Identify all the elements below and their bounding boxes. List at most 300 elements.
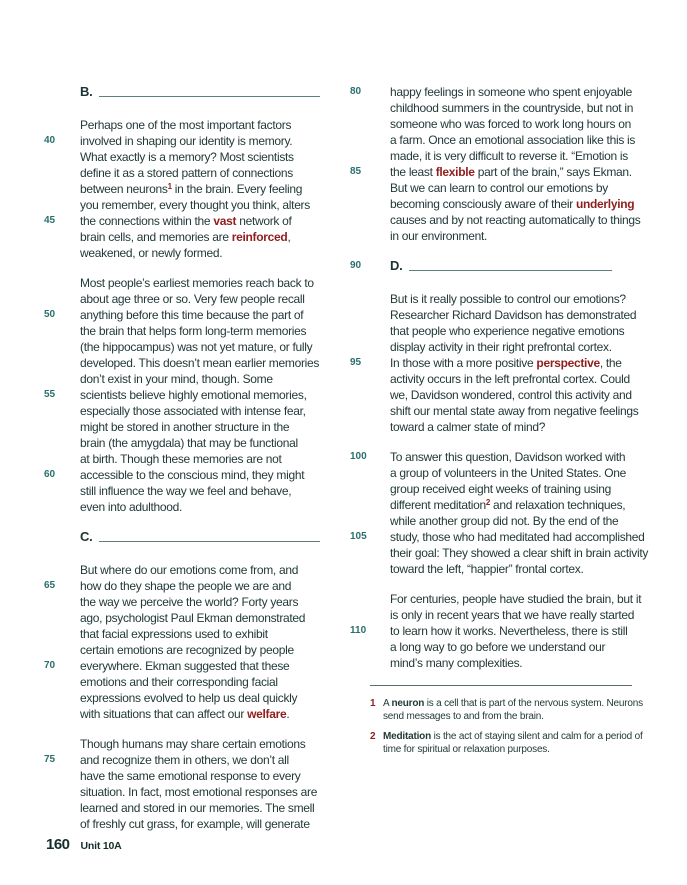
text-segment: accessible to the conscious mind, they might — [80, 468, 305, 482]
text-segment: study, those who had meditated had accomplished — [390, 530, 645, 544]
footnote-reference: 1 — [167, 182, 172, 191]
paragraph — [30, 117, 340, 261]
text-segment: expressions evolved to help us deal quickly — [80, 691, 298, 705]
text-line — [30, 133, 340, 149]
highlighted-vocab-word: vast — [213, 214, 237, 228]
line-number: 55 — [44, 389, 56, 400]
text-segment: and relaxation techniques, — [490, 498, 626, 512]
footnote-reference: 2 — [485, 498, 490, 507]
line-text — [80, 562, 298, 578]
text-segment: To answer this question, Davidson worked with — [390, 450, 626, 464]
line-text — [390, 403, 638, 419]
line-text — [80, 658, 289, 674]
text-line — [30, 674, 340, 690]
line-number: 110 — [350, 625, 367, 636]
line-number — [30, 291, 80, 307]
line-number — [30, 149, 80, 165]
text-segment: A — [383, 698, 392, 709]
line-text — [80, 752, 289, 768]
text-line — [340, 529, 657, 545]
text-line — [30, 483, 340, 499]
line-number — [340, 545, 390, 561]
line-number — [30, 229, 80, 245]
text-segment: we, Davidson wondered, control this activity and — [390, 388, 632, 402]
text-line — [340, 465, 657, 481]
text-line — [340, 639, 657, 655]
line-number — [30, 690, 80, 706]
text-line — [30, 229, 340, 245]
text-segment: toward the left, “happier” frontal cortex. — [390, 562, 584, 576]
line-number — [30, 419, 80, 435]
text-segment: everywhere. Ekman suggested that these — [80, 659, 290, 673]
text-segment: the connections within the — [80, 214, 214, 228]
text-line — [30, 594, 340, 610]
line-text — [390, 148, 628, 164]
line-number — [30, 800, 80, 816]
text-segment: ago, psychologist Paul Ekman demonstrated — [80, 611, 306, 625]
paragraph — [340, 291, 657, 435]
line-number — [30, 674, 80, 690]
text-line — [340, 307, 657, 323]
text-segment: Researcher Richard Davidson has demonstrated — [390, 308, 637, 322]
text-segment: emotions and their corresponding facial — [80, 675, 278, 689]
text-segment: toward a calmer state of mind? — [390, 420, 546, 434]
text-segment: is the act of staying silent and calm for a period of time for spiritual or relaxation purposes. — [383, 731, 643, 755]
text-line — [30, 149, 340, 165]
text-segment: childhood summers in the countryside, but not in — [390, 101, 634, 115]
text-line — [30, 690, 340, 706]
text-segment: brain cells, and memories are — [80, 230, 232, 244]
line-number: 65 — [44, 580, 56, 591]
text-segment: don’t exist in your mind, though. Some — [80, 372, 273, 386]
line-number — [30, 117, 80, 133]
line-number — [30, 181, 80, 197]
section-letter: D. — [390, 258, 403, 273]
text-line — [30, 499, 340, 515]
text-line — [340, 116, 657, 132]
section-heading — [30, 529, 340, 545]
line-number — [30, 451, 80, 467]
line-number — [340, 591, 390, 607]
paragraph — [340, 449, 657, 577]
line-number: 50 — [44, 309, 56, 320]
text-segment: What exactly is a memory? Most scientists — [80, 150, 294, 164]
highlighted-vocab-word: reinforced — [231, 230, 288, 244]
line-text — [390, 100, 633, 116]
line-number — [340, 180, 390, 196]
line-number: 95 — [350, 357, 362, 368]
footnote — [370, 730, 652, 756]
line-text — [390, 497, 625, 513]
line-text — [390, 180, 608, 196]
line-text — [390, 212, 641, 228]
text-segment: But where do our emotions come from, and — [80, 563, 299, 577]
line-number — [340, 561, 390, 577]
text-segment: in our environment. — [390, 229, 488, 243]
line-text — [80, 181, 302, 197]
text-line — [340, 84, 657, 100]
text-segment: in the brain. Every feeling — [171, 182, 303, 196]
text-segment: different meditation — [390, 498, 486, 512]
text-line — [340, 323, 657, 339]
text-segment: someone who was forced to work long hours on — [390, 117, 631, 131]
line-text — [80, 307, 303, 323]
line-number — [340, 116, 390, 132]
line-text — [390, 116, 631, 132]
text-line — [340, 561, 657, 577]
text-segment: , — [287, 230, 291, 244]
line-number: 85 — [350, 166, 362, 177]
text-segment: part of the brain,” says Ekman. — [474, 165, 632, 179]
line-number — [340, 419, 390, 435]
line-text — [390, 481, 611, 497]
text-line — [30, 307, 340, 323]
line-number — [30, 483, 80, 499]
text-segment: shift our mental state away from negative feelings — [390, 404, 639, 418]
text-segment: certain emotions are recognized by people — [80, 643, 294, 657]
line-text — [80, 371, 273, 387]
line-text — [80, 483, 291, 499]
text-line — [30, 165, 340, 181]
text-segment: In those with a more positive — [390, 356, 537, 370]
line-number — [340, 371, 390, 387]
text-segment: developed. This doesn’t mean earlier memories — [80, 356, 320, 370]
paragraph — [30, 562, 340, 722]
line-number — [340, 465, 390, 481]
line-number — [30, 736, 80, 752]
text-line — [340, 164, 657, 180]
footnote-text — [383, 730, 652, 756]
line-text — [390, 545, 648, 561]
line-number — [30, 816, 80, 832]
text-segment: For centuries, people have studied the brain, but it — [390, 592, 642, 606]
line-number: 70 — [44, 660, 56, 671]
text-segment: and recognize them in others, we don’t all — [80, 753, 289, 767]
text-line — [340, 403, 657, 419]
line-number: 45 — [44, 215, 56, 226]
text-line — [30, 816, 340, 832]
line-text — [80, 784, 317, 800]
highlighted-vocab-word: welfare — [247, 707, 287, 721]
line-number: 105 — [350, 531, 367, 542]
line-text — [80, 800, 314, 816]
page-number: 160 — [46, 836, 70, 853]
text-segment: network of — [236, 214, 292, 228]
line-number — [30, 626, 80, 642]
text-segment: (the hippocampus) was not yet mature, or fully — [80, 340, 313, 354]
line-number — [30, 275, 80, 291]
text-segment: the brain that helps form long-term memories — [80, 324, 307, 338]
line-number — [340, 513, 390, 529]
text-segment: situation. In fact, most emotional responses are — [80, 785, 318, 799]
line-text — [390, 655, 522, 671]
text-segment: , the — [599, 356, 622, 370]
line-number — [340, 323, 390, 339]
text-line — [30, 784, 340, 800]
text-segment: the way we perceive the world? Forty years — [80, 595, 299, 609]
line-number — [30, 610, 80, 626]
line-text — [80, 816, 310, 832]
text-segment: about age three or so. Very few people recall — [80, 292, 305, 306]
line-text — [390, 307, 636, 323]
footnotes-section — [340, 685, 657, 756]
text-line — [340, 339, 657, 355]
line-text — [80, 213, 292, 229]
text-segment: display activity in their right prefrontal cortex. — [390, 340, 612, 354]
line-number — [30, 706, 80, 722]
text-line — [340, 212, 657, 228]
right-column — [340, 84, 657, 846]
line-text — [80, 578, 291, 594]
line-text — [80, 690, 297, 706]
line-number — [30, 499, 80, 515]
text-line — [30, 355, 340, 371]
text-line — [30, 451, 340, 467]
unit-label: Unit 10A — [80, 840, 122, 852]
line-text — [80, 197, 310, 213]
text-segment: define it as a stored pattern of connections — [80, 166, 293, 180]
text-line — [340, 100, 657, 116]
line-text — [390, 371, 630, 387]
line-text — [80, 149, 294, 165]
line-text — [80, 229, 290, 245]
text-segment: have the same emotional response to every — [80, 769, 301, 783]
line-number — [340, 387, 390, 403]
line-text — [80, 275, 314, 291]
text-line — [340, 132, 657, 148]
text-line — [30, 435, 340, 451]
line-number — [30, 435, 80, 451]
line-text — [390, 465, 626, 481]
text-segment: group received eight weeks of training using — [390, 482, 611, 496]
text-segment: even into adulthood. — [80, 500, 183, 514]
line-number — [30, 784, 80, 800]
text-segment: anything before this time because the part of — [80, 308, 304, 322]
line-number: 75 — [44, 754, 56, 765]
line-text — [80, 117, 291, 133]
text-segment: their goal: They showed a clear shift in brain activity — [390, 546, 649, 560]
line-number — [30, 165, 80, 181]
text-line — [30, 213, 340, 229]
line-number — [30, 323, 80, 339]
line-number: 60 — [44, 469, 56, 480]
text-line — [30, 275, 340, 291]
line-text — [80, 419, 289, 435]
text-line — [30, 181, 340, 197]
text-segment: happy feelings in someone who spent enjoyable — [390, 85, 633, 99]
text-segment: mind’s many complexities. — [390, 656, 523, 670]
footnote-number: 2 — [370, 731, 376, 742]
line-text — [80, 133, 292, 149]
text-segment: a long way to go before we understand our — [390, 640, 606, 654]
line-text — [80, 594, 298, 610]
text-segment: at birth. Though these memories are not — [80, 452, 282, 466]
highlighted-vocab-word: underlying — [575, 197, 635, 211]
footnote-divider — [370, 685, 632, 686]
text-line — [30, 658, 340, 674]
bold-term: neuron — [391, 698, 425, 709]
line-text — [390, 323, 624, 339]
text-line — [30, 562, 340, 578]
line-number — [340, 148, 390, 164]
line-number — [340, 132, 390, 148]
text-line — [30, 387, 340, 403]
text-line — [30, 626, 340, 642]
text-line — [30, 403, 340, 419]
highlighted-vocab-word: perspective — [536, 356, 600, 370]
text-line — [30, 117, 340, 133]
footnote-number: 1 — [370, 698, 376, 709]
line-number — [340, 403, 390, 419]
line-text — [390, 84, 632, 100]
text-segment: a group of volunteers in the United States. One — [390, 466, 627, 480]
text-segment: still influence the way we feel and behave, — [80, 484, 292, 498]
line-number — [340, 291, 390, 307]
line-number — [30, 529, 80, 545]
text-segment: Though humans may share certain emotions — [80, 737, 306, 751]
text-line — [30, 610, 340, 626]
text-line — [30, 419, 340, 435]
text-line — [340, 591, 657, 607]
text-segment: that people who experience negative emotions — [390, 324, 625, 338]
section-letter: C. — [80, 529, 93, 544]
text-line — [30, 323, 340, 339]
text-line — [30, 291, 340, 307]
text-segment: between neurons — [80, 182, 168, 196]
line-text — [390, 529, 645, 545]
line-text — [80, 245, 222, 261]
text-segment: . — [286, 707, 290, 721]
footnote-text — [383, 697, 652, 723]
line-text — [80, 339, 312, 355]
line-number: 90 — [350, 260, 362, 271]
line-number — [30, 594, 80, 610]
text-line — [30, 245, 340, 261]
line-number — [340, 481, 390, 497]
text-segment: a farm. Once an emotional association like this is — [390, 133, 636, 147]
text-segment: the least — [390, 165, 436, 179]
text-segment: while another group did not. By the end of the — [390, 514, 619, 528]
text-segment: of freshly cut grass, for example, will generate — [80, 817, 310, 831]
line-number — [340, 497, 390, 513]
section-heading — [30, 84, 340, 100]
line-number — [340, 196, 390, 212]
line-number: 80 — [350, 86, 362, 97]
line-text — [80, 355, 319, 371]
paragraph — [30, 275, 340, 515]
line-text — [390, 387, 632, 403]
text-line — [340, 607, 657, 623]
line-text — [390, 196, 634, 212]
line-number — [30, 245, 80, 261]
text-line — [340, 545, 657, 561]
line-text — [80, 467, 304, 483]
text-segment: that facial expressions used to exhibit — [80, 627, 268, 641]
line-text — [390, 339, 612, 355]
text-line — [30, 706, 340, 722]
line-number: 40 — [44, 135, 56, 146]
text-segment: causes and by not reacting automatically to things — [390, 213, 641, 227]
heading-blank-line — [99, 529, 320, 542]
text-line — [340, 449, 657, 465]
line-number — [30, 642, 80, 658]
text-line — [340, 497, 657, 513]
line-text — [80, 451, 282, 467]
text-segment: especially those associated with intense fear, — [80, 404, 306, 418]
text-line — [340, 387, 657, 403]
text-line — [30, 339, 340, 355]
line-text — [80, 435, 298, 451]
footnote — [370, 697, 652, 723]
line-text — [390, 639, 605, 655]
text-line — [30, 736, 340, 752]
text-segment: made, it is very difficult to reverse it. “Emotion is — [390, 149, 628, 163]
line-number — [30, 84, 80, 100]
line-text — [80, 403, 306, 419]
text-line — [340, 655, 657, 671]
text-line — [340, 623, 657, 639]
line-number — [340, 228, 390, 244]
text-segment: to learn how it works. Nevertheless, there is still — [390, 624, 628, 638]
line-text — [390, 623, 627, 639]
text-line — [30, 371, 340, 387]
text-line — [340, 291, 657, 307]
text-line — [340, 371, 657, 387]
line-number — [30, 339, 80, 355]
text-line — [30, 642, 340, 658]
paragraph — [340, 591, 657, 671]
section-letter: B. — [80, 84, 93, 99]
line-number — [340, 307, 390, 323]
line-text — [390, 228, 487, 244]
line-text — [80, 291, 305, 307]
line-number: 100 — [350, 451, 367, 462]
heading-blank-line — [99, 84, 320, 97]
text-line — [340, 355, 657, 371]
text-segment: But we can learn to control our emotions by — [390, 181, 608, 195]
line-number — [30, 371, 80, 387]
text-line — [340, 481, 657, 497]
text-line — [30, 800, 340, 816]
text-line — [30, 197, 340, 213]
line-text — [80, 499, 182, 515]
left-column — [30, 84, 340, 846]
page-footer — [46, 836, 122, 853]
text-segment: involved in shaping our identity is memory. — [80, 134, 293, 148]
text-segment: But is it really possible to control our emotions? — [390, 292, 626, 306]
line-number — [30, 197, 80, 213]
text-segment: you remember, every thought you think, alters — [80, 198, 310, 212]
line-number — [30, 562, 80, 578]
line-text — [80, 736, 305, 752]
text-segment: Most people’s earliest memories reach back to — [80, 276, 314, 290]
text-segment: is only in recent years that we have really started — [390, 608, 635, 622]
text-line — [340, 228, 657, 244]
line-text — [80, 165, 293, 181]
text-line — [30, 578, 340, 594]
line-number — [340, 655, 390, 671]
line-text — [80, 610, 305, 626]
text-line — [340, 180, 657, 196]
text-segment: brain (the amygdala) that may be functional — [80, 436, 298, 450]
line-text — [390, 355, 622, 371]
line-text — [390, 132, 635, 148]
text-segment: activity occurs in the left prefrontal cortex. Could — [390, 372, 630, 386]
text-line — [340, 419, 657, 435]
line-number — [30, 355, 80, 371]
line-text — [390, 513, 618, 529]
line-text — [390, 291, 626, 307]
